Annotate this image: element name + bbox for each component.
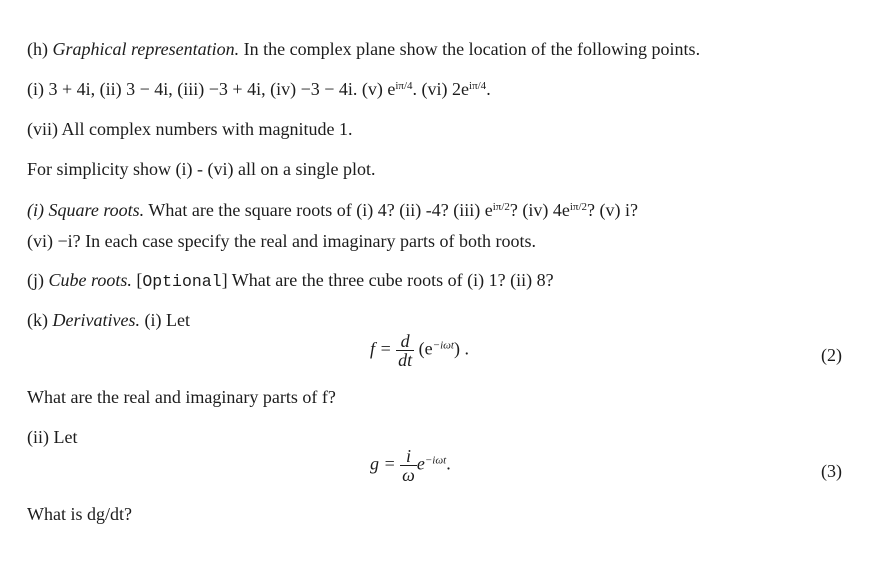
- h-points-end: .: [486, 79, 491, 99]
- eq2-num: d: [400, 331, 410, 351]
- j-line: [27, 269, 554, 293]
- i-label: (i): [27, 200, 44, 220]
- eq2-fraction: [396, 332, 414, 369]
- eq2-end: ) .: [453, 338, 469, 359]
- k-title: Derivatives.: [52, 310, 140, 330]
- eq3-number: (3): [821, 461, 842, 481]
- h-points-a: (i) 3 + 4i, (ii) 3 − 4i, (iii) −3 + 4i, (iv) −3 − 4i. (v) e: [27, 79, 396, 99]
- k-ii: (ii) Let: [27, 427, 78, 447]
- eq3-body: e: [416, 453, 425, 474]
- k-question-2: What is dg/dt?: [27, 504, 132, 524]
- h-line-2: [27, 78, 491, 100]
- j-text: What are the three cube roots of (i) 1? (ii) 8?: [231, 270, 554, 290]
- j-label: (j): [27, 270, 44, 290]
- i-text-c: ? (v) i?: [587, 200, 638, 220]
- h-title: Graphical representation.: [52, 39, 240, 59]
- h-line-1: [27, 38, 700, 60]
- eq3-exp: −iωt: [424, 454, 447, 467]
- h-simplicity: For simplicity show (i) - (vi) all on a single plot.: [27, 159, 376, 179]
- i-text-a: What are the square roots of (i) 4? (ii) -4? (iii) e: [148, 200, 493, 220]
- h-vii: (vii) All complex numbers with magnitude 1.: [27, 119, 353, 139]
- h-exp-b: iπ/4: [469, 79, 487, 92]
- j-optional-close: ]: [221, 270, 228, 290]
- h-points-b: . (vi) 2e: [412, 79, 470, 99]
- h-text: In the complex plane show the location of the following points.: [243, 39, 701, 59]
- i-title: Square roots.: [48, 200, 145, 220]
- i-exp-b: iπ/2: [569, 200, 588, 213]
- eq3-den: ω: [402, 465, 415, 485]
- eq3-end: .: [446, 453, 451, 474]
- equation-2: [370, 332, 469, 369]
- equation-3: [370, 447, 451, 484]
- i-line-2: (vi) −i? In each case specify the real and imaginary parts of both roots.: [27, 231, 536, 251]
- h-label: (h): [27, 39, 48, 59]
- k-label: (k): [27, 310, 48, 330]
- j-title: Cube roots.: [48, 270, 132, 290]
- k-line: [27, 309, 190, 331]
- k-text: (i) Let: [144, 310, 190, 330]
- eq3-fraction: [400, 447, 417, 484]
- eq3-num: i: [406, 446, 412, 466]
- i-text-b: ? (iv) 4e: [509, 200, 570, 220]
- k-question-1: What are the real and imaginary parts of f?: [27, 387, 336, 407]
- j-optional: Optional: [142, 272, 222, 291]
- eq2-lhs: f =: [370, 338, 392, 359]
- eq2-body: (e: [418, 338, 433, 359]
- i-exp-a: iπ/2: [492, 200, 510, 213]
- eq3-lhs: g =: [370, 453, 396, 474]
- i-line-1: [27, 199, 638, 221]
- h-exp-a: iπ/4: [395, 79, 413, 92]
- eq2-den: dt: [398, 350, 413, 370]
- j-optional-open: [: [136, 270, 143, 290]
- eq2-number: (2): [821, 345, 842, 365]
- eq2-exp: −iωt: [432, 339, 454, 352]
